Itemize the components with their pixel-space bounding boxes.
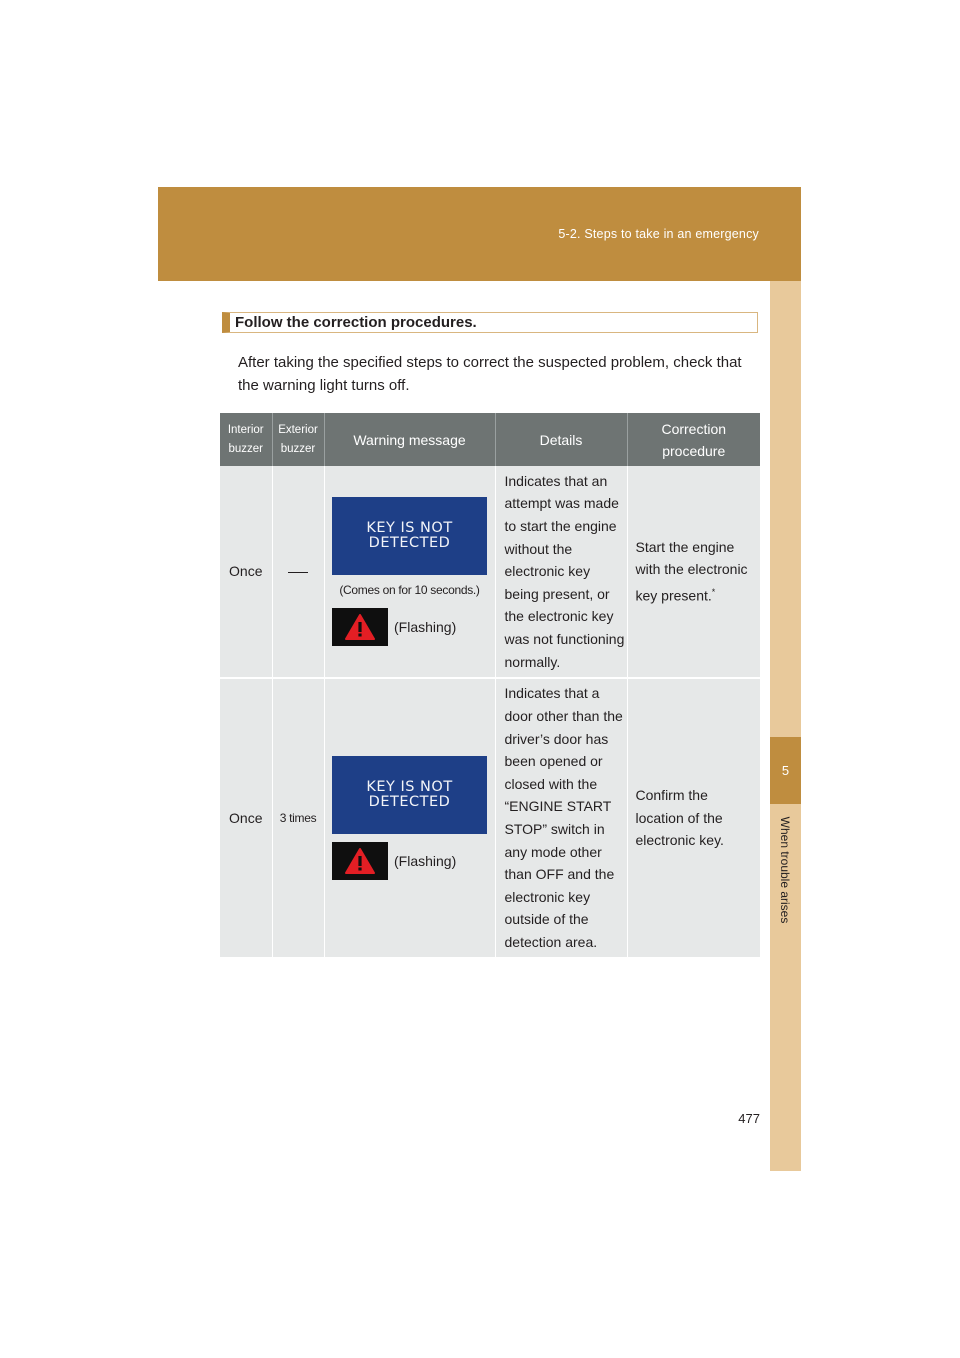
footnote-mark: *: [711, 586, 716, 597]
warning-message-cell: [324, 678, 495, 957]
details-cell: Indicates that a door other than the driver’s door has been opened or closed with the “ENGINE START STOP” switch in any mode other than OFF and the electronic key outside of the detection area.: [495, 678, 627, 957]
header-details: Details: [495, 413, 627, 466]
exclamation-triangle-icon: [332, 842, 388, 880]
multi-information-display: [332, 497, 487, 575]
display-line-1: KEY IS NOT: [366, 520, 453, 537]
display-line-2: DETECTED: [368, 794, 451, 810]
chapter-label: When trouble arises: [778, 816, 792, 924]
details-cell: Indicates that an attempt was made to start the engine without the electronic key being present, or the electronic key was not functioning normally.: [495, 466, 627, 678]
intro-paragraph: After taking the specified steps to correct the suspected problem, check that the warning light turns off.: [238, 354, 742, 394]
interior-buzzer-cell: Once: [220, 466, 272, 678]
exterior-buzzer-cell: [272, 466, 324, 678]
display-line-2: DETECTED: [368, 535, 451, 552]
section-title: 5-2. Steps to take in an emergency: [558, 227, 759, 241]
correction-text: Start the engine with the electronic key present.: [635, 538, 748, 604]
multi-information-display: [332, 756, 487, 834]
section-heading: Follow the correction procedures.: [222, 312, 758, 333]
flashing-note: (Flashing): [394, 852, 457, 869]
correction-cell: Confirm the location of the electronic key.: [627, 678, 760, 957]
correction-cell: [627, 466, 760, 678]
table-header-row: [220, 413, 760, 466]
chapter-number: 5: [770, 737, 801, 804]
exclamation-triangle-icon: [332, 608, 388, 646]
exterior-buzzer-count: 3 times: [279, 811, 317, 826]
side-tab-strip: [770, 281, 801, 1171]
header-exterior-buzzer: Exterior buzzer: [272, 413, 324, 466]
none-dash: [288, 572, 308, 573]
flashing-note: (Flashing): [394, 618, 457, 635]
header-interior-buzzer: Interior buzzer: [220, 413, 272, 466]
warning-message-cell: [324, 466, 495, 678]
header-correction: Correction procedure: [627, 413, 760, 466]
exterior-buzzer-cell: [272, 678, 324, 957]
table-row: [220, 678, 760, 957]
header-warning-message: Warning message: [324, 413, 495, 466]
warning-table: [220, 413, 760, 957]
display-duration-note: (Comes on for 10 seconds.): [339, 583, 480, 598]
table-row: [220, 466, 760, 678]
interior-buzzer-cell: Once: [220, 678, 272, 957]
page-number: 477: [738, 1111, 760, 1126]
header-band: [158, 187, 801, 281]
display-line-1: KEY IS NOT: [366, 779, 453, 795]
